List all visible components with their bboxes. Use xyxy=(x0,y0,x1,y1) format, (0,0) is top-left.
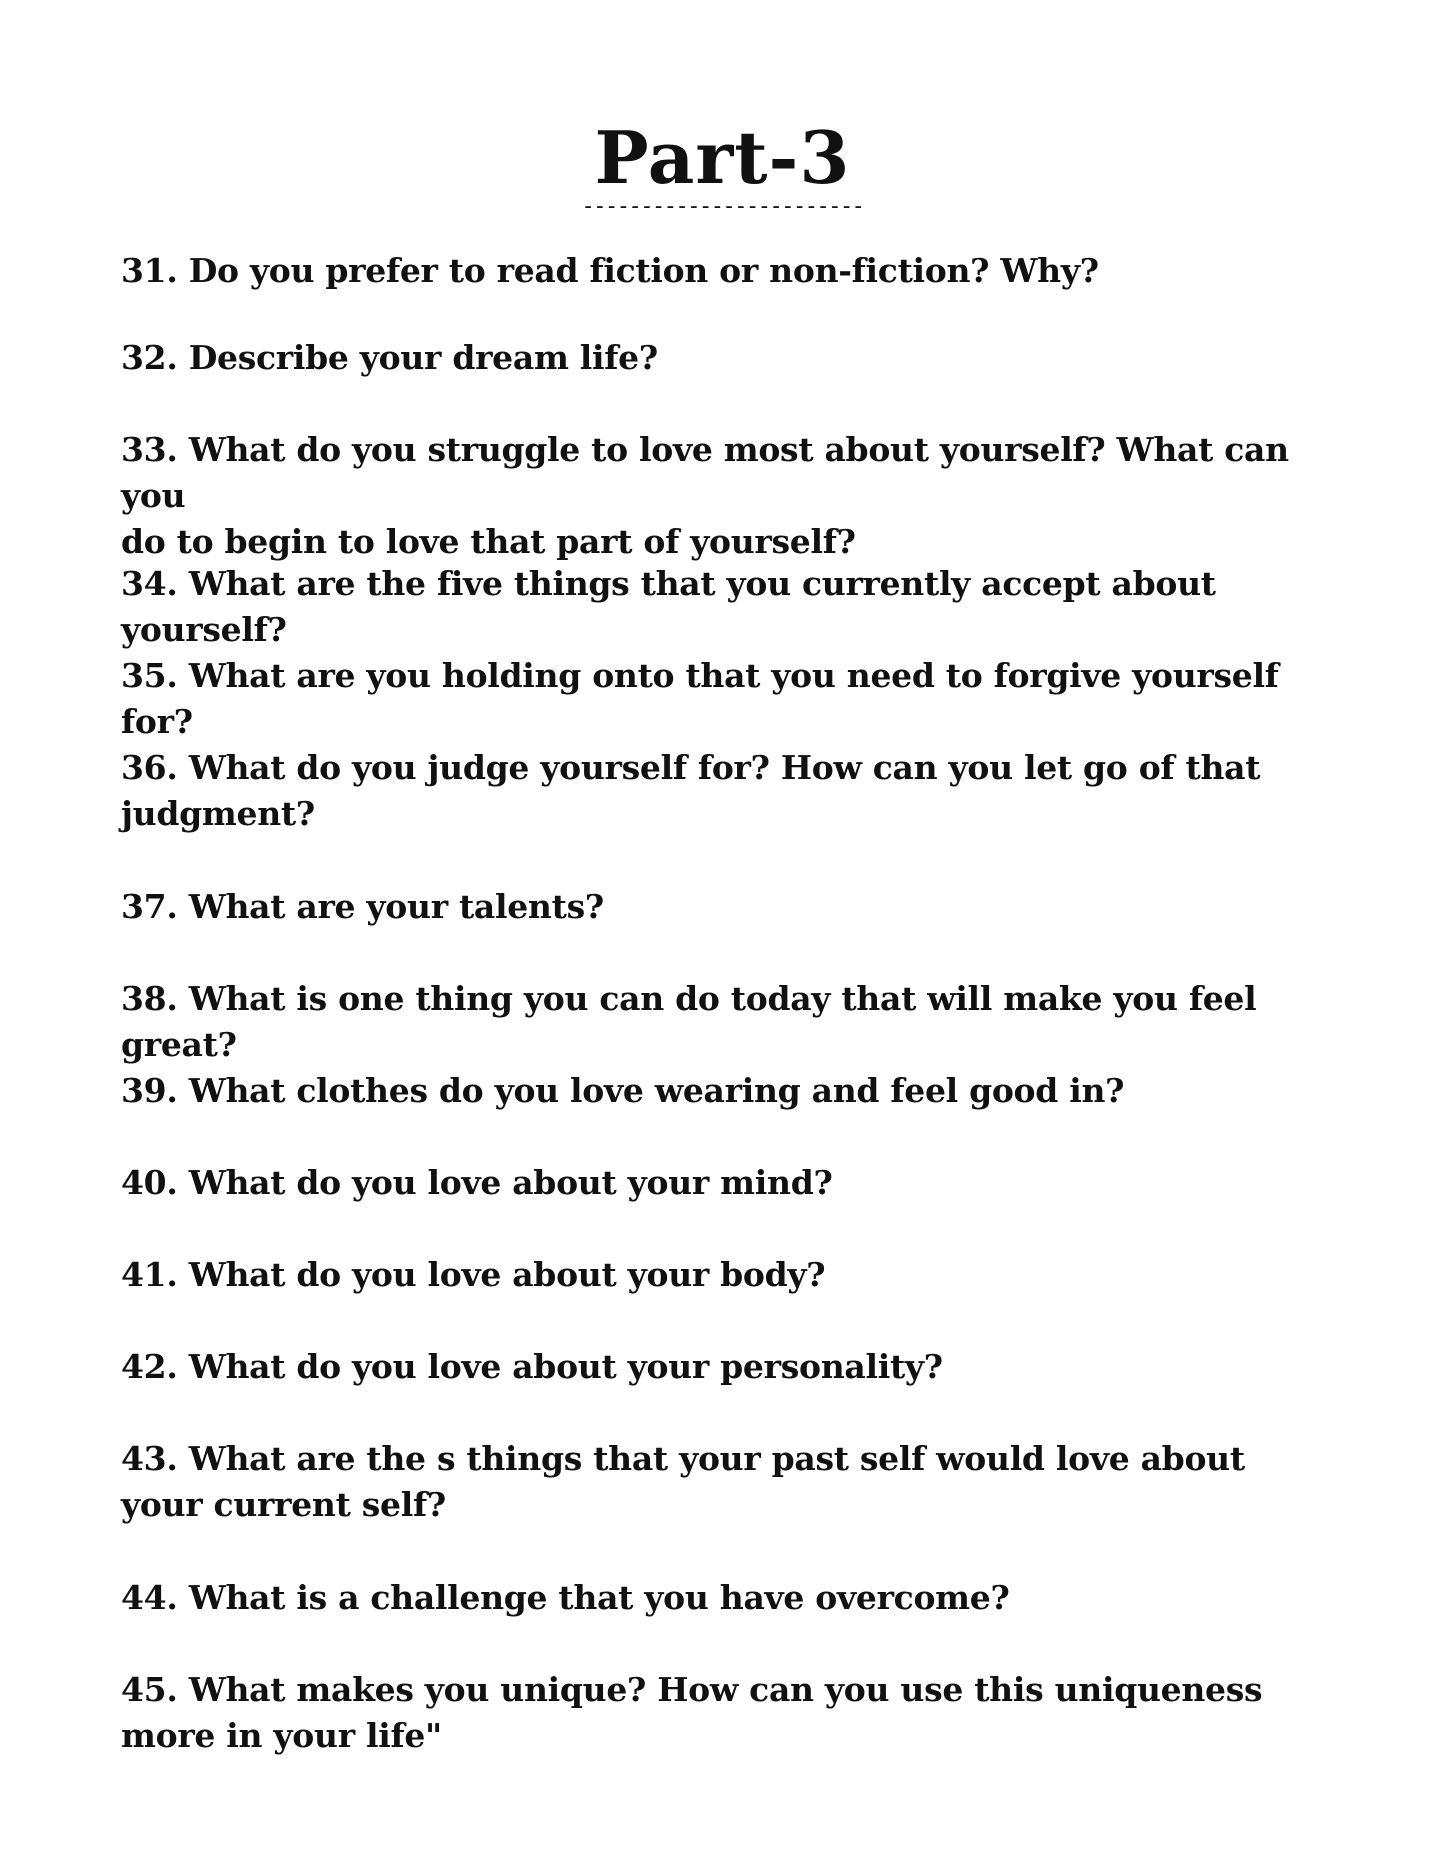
question-item: 39. What clothes do you love wearing and feel good in? xyxy=(121,1071,1125,1110)
question-item: 33. What do you struggle to love most about yourself? What can you do to begin to love that part of yourself? xyxy=(121,430,1289,561)
question-item: 41. What do you love about your body? xyxy=(121,1255,826,1294)
question-item: 37. What are your talents? xyxy=(121,887,604,926)
question-item: 31. Do you prefer to read fiction or non-fiction? Why? xyxy=(121,251,1099,290)
question-item: 36. What do you judge yourself for? How can you let go of that judgment? xyxy=(121,748,1261,833)
question-item: 38. What is one thing you can do today that will make you feel great? xyxy=(121,979,1257,1064)
question-item: 45. What makes you unique? How can you use this uniqueness more in your life" xyxy=(121,1670,1263,1755)
question-item: 44. What is a challenge that you have overcome? xyxy=(121,1578,1010,1617)
question-item: 32. Describe your dream life? xyxy=(121,338,658,377)
question-item: 34. What are the five things that you currently accept about yourself? xyxy=(121,564,1216,649)
title-underline: ------------------------ xyxy=(581,194,864,219)
question-item: 40. What do you love about your mind? xyxy=(121,1163,833,1202)
question-item: 43. What are the s things that your past self would love about your current self? xyxy=(121,1439,1245,1524)
page-title: Part-3 xyxy=(594,115,851,200)
question-item: 42. What do you love about your personality? xyxy=(121,1347,943,1386)
question-item: 35. What are you holding onto that you need to forgive yourself for? xyxy=(121,656,1279,741)
